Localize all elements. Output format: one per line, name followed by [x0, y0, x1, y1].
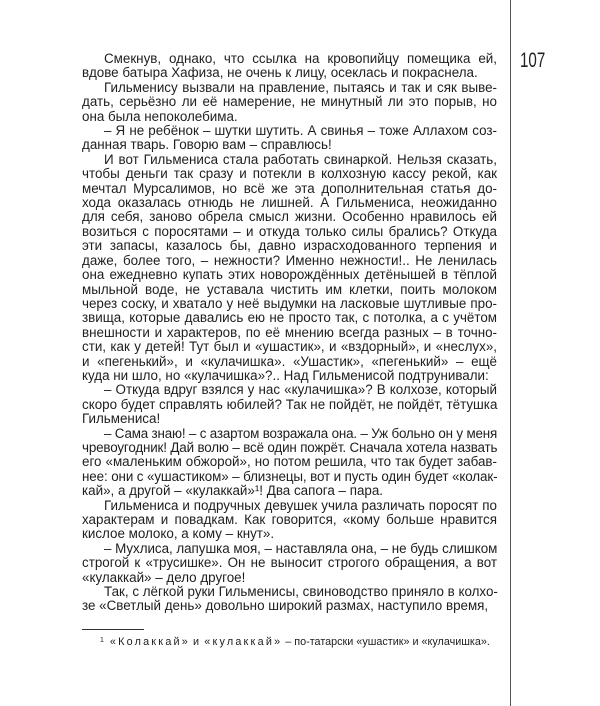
text-line: – Я не ребёнок – шутки шутить. А свинья – тоже Аллахом соз- [104, 123, 497, 139]
footnote-marker: 1 [100, 637, 104, 644]
text-line: для себя, заново обрела смысл жизни. Особенно нравилось ей [82, 209, 497, 225]
text-line: строгой к «трусишке». Он не выносит строгого обращения, а вот [82, 555, 497, 571]
text-line: мечтал Мурсалимов, но всё же эта дополнительная статья до- [82, 180, 497, 196]
text-line: «кулаккай» – дело другое! [82, 569, 246, 585]
page-number: 107 [520, 49, 546, 72]
footnote-text: – по-татарски «ушастик» и «кулачишка». [285, 636, 490, 648]
text-line: данная тварь. Говорю вам – справлюсь! [82, 137, 332, 153]
paragraph [82, 81, 497, 124]
text-line: она ежедневно купать этих новорождённых детёнышей в тёплой [82, 267, 497, 283]
text-line: мыльной воде, не уставала чистить им клетки, поить молоком [82, 281, 497, 297]
text-line: скоро будет справлять юбилей? Так не пойдёт, не пойдёт, тётушка [82, 396, 498, 412]
text-line: дать, серьёзно ли её намерение, не минутный ли это порыв, но [82, 94, 497, 110]
text-line: звища, которые давались ею не просто так, с потолка, а с учётом [82, 310, 497, 326]
paragraph [82, 153, 497, 384]
text-line: чревоугодник! Дай волю – всё один пожрёт. Сначала хотела назвать [82, 439, 498, 455]
text-line: зе «Светлый день» довольно широкий размах, наступило время, [82, 598, 489, 614]
text-line: и «пегенький», и «кулачишка». «Ушастик», «пегенький» – ещё [82, 353, 497, 369]
text-line: Смекнув, однако, что ссылка на кровопийцу помещика ей, [104, 51, 497, 66]
text-line: сти, как у детей! Тут был и «ушастик», и «вздорный», и «неслух», [82, 339, 497, 355]
text-line: кислое молоко, а кому – кнут». [82, 526, 275, 542]
paragraph [82, 542, 497, 585]
text-line: возиться с поросятами – и откуда только силы брались? Откуда [82, 223, 497, 239]
text-line: вдове батыра Хафиза, не очень к лицу, осеклась и покраснела. [82, 65, 478, 81]
footnote-separator [82, 629, 144, 630]
text-line: – Мухлиса, лапушка моя, – наставляла она, – не будь слишком [104, 540, 498, 556]
text-line: хода оказалась отнюдь не лишней. А Гильмениса, неожиданно [82, 195, 497, 211]
footnote-term-1: «Колаккай» [109, 636, 190, 648]
paragraph [82, 585, 497, 614]
paragraph [82, 124, 497, 153]
text-line: Так, с лёгкой руки Гильменисы, свиноводство приняло в колхо- [104, 584, 498, 600]
text-line: через соску, и хватало у неё выдумки на ласковые шутливые про- [82, 295, 497, 311]
footnote-term-2: «кулаккай» [204, 636, 283, 648]
footnote [100, 636, 497, 649]
text-line: – Откуда вдруг взялся у нас «кулачишка»? В колхозе, который [104, 382, 497, 398]
page-margin-line [510, 0, 511, 706]
text-line: И вот Гильмениса стала работать свинаркой. Нельзя сказать, [104, 151, 497, 167]
paragraph [82, 499, 497, 542]
paragraph [82, 427, 497, 499]
text-line: кай», а другой – «кулаккай»¹! Два сапога – пара. [82, 483, 384, 499]
footnote-conj: и [193, 636, 202, 648]
text-line: эти запасы, казалось бы, давно израсходованного терпения и [82, 238, 497, 254]
text-line: – Сама знаю! – с азартом возражала она. – Уж больно он у меня [104, 425, 498, 441]
paragraph [82, 383, 497, 426]
paragraph [82, 52, 497, 81]
text-line: Гильмениса и подручных девушек учила различать поросят по [104, 497, 497, 513]
text-line: она была непоколебима. [82, 108, 238, 124]
text-line: внешности и характеров, по её мнению всегда разных – в точно- [82, 324, 497, 340]
text-line: даже, более того, – нежности? Именно нежности!.. Не ленилась [82, 252, 497, 268]
text-line: характерам и повадкам. Как говорится, «кому больше нравится [82, 512, 497, 527]
text-line: нее: они с «ушастиком» – близнецы, вот и пусть один будет «колак- [82, 468, 498, 484]
text-line: чтобы деньги так сразу и потекли в колхозную кассу рекой, как [82, 166, 497, 182]
text-line: Гильмениса! [82, 411, 161, 427]
text-line: Гильменису вызвали на правление, пытаясь и так и сяк выве- [104, 79, 497, 95]
page-body-text [82, 52, 497, 614]
text-line: куда ни шло, но «кулачишка»?.. Над Гильменисой подтрунивали: [82, 367, 489, 383]
text-line: его «маленьким обжорой», но потом решила, что так будет забав- [82, 454, 497, 470]
